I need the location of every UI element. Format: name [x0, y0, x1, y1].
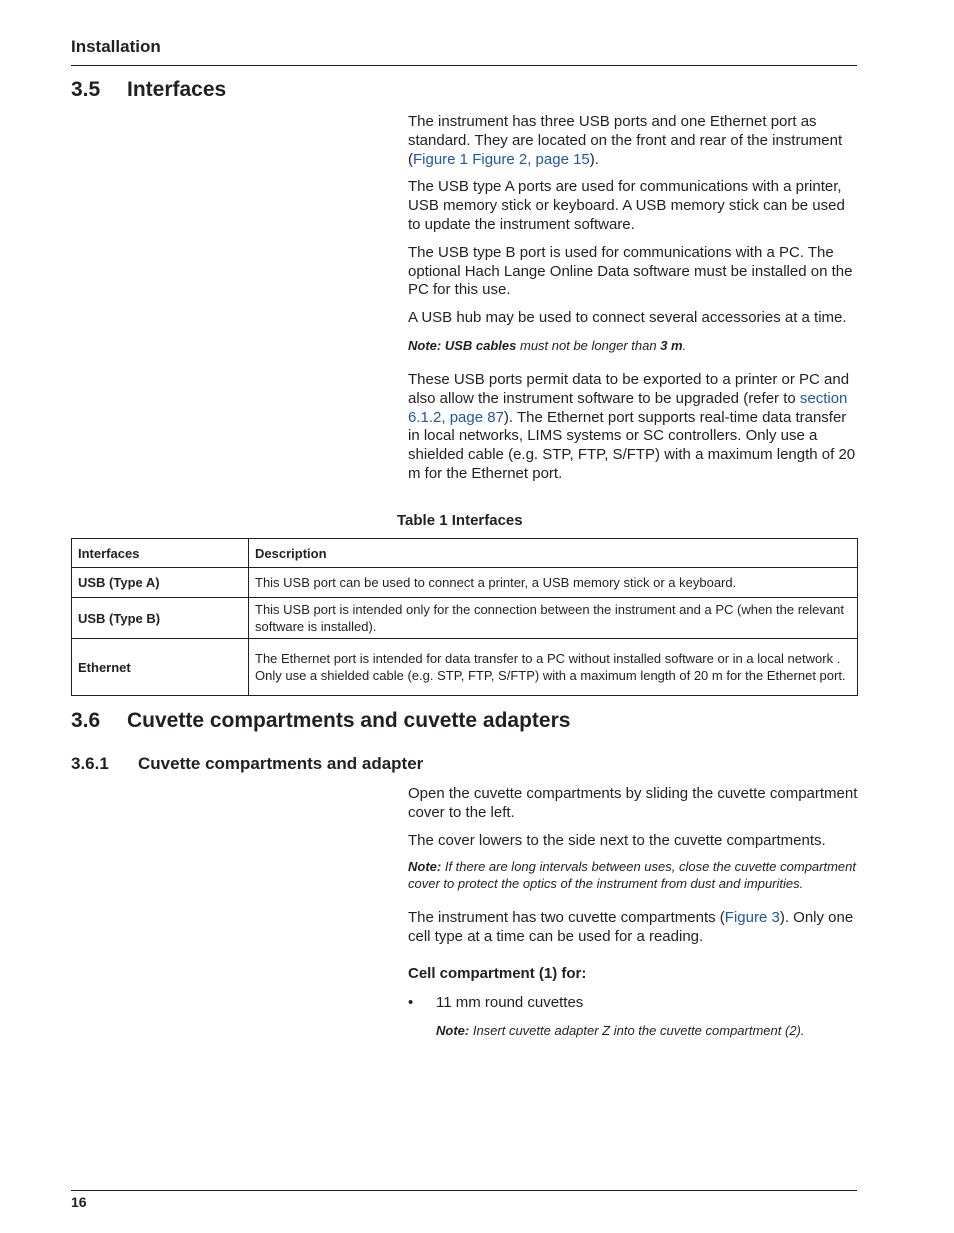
section-number: 3.5: [71, 78, 101, 101]
table-header-row: [72, 539, 858, 568]
column-header-interfaces: Interfaces: [72, 539, 249, 568]
table-row: [72, 568, 858, 598]
paragraph-two-compartments: [408, 909, 858, 947]
figure-link[interactable]: Figure 1 Figure 2, page 15: [413, 150, 590, 168]
note-text: Insert cuvette adapter Z into the cuvette compartment (2).: [469, 1022, 805, 1038]
text: The instrument has two cuvette compartments (: [408, 909, 725, 927]
section-3-5-body: [408, 113, 858, 484]
paragraph-usb-hub: A USB hub may be used to connect several accessories at a time.: [408, 309, 847, 327]
paragraph-open-compartment: Open the cuvette compartments by sliding the cuvette compartment cover to the left.: [408, 785, 858, 821]
figure-link[interactable]: Figure 3: [724, 909, 780, 927]
section-3-6-heading: [71, 709, 570, 733]
header-rule: [71, 65, 857, 66]
note-text: If there are long intervals between uses, close the cuvette compartment cover to protect the optics of the instrument from dust and impurities.: [408, 859, 856, 892]
paragraph-usb-ports: [408, 113, 858, 169]
table-caption: Table 1 Interfaces: [397, 512, 523, 529]
column-header-description: Description: [249, 539, 858, 568]
interface-name: USB (Type A): [72, 568, 249, 598]
section-link[interactable]: section 6.1.2, page 87: [408, 389, 848, 426]
list-item-text: 11 mm round cuvettes: [436, 993, 584, 1011]
section-title: Cuvette compartments and cuvette adapters: [127, 709, 571, 732]
text: ).: [589, 150, 599, 168]
note-value: 3 m: [660, 337, 683, 353]
paragraph-usb-type-a: The USB type A ports are used for communications with a printer, USB memory stick or keyboard. A USB memory stick can be used to update the instrument software.: [408, 178, 845, 233]
paragraph-usb-type-b: The USB type B port is used for communications with a PC. The optional Hach Lange Online Data software must be installed on the PC for this use.: [408, 243, 853, 299]
interface-description: This USB port can be used to connect a printer, a USB memory stick or a keyboard.: [249, 568, 858, 598]
note-adapter: [408, 1022, 858, 1039]
table-row: [72, 598, 858, 639]
interface-description: The Ethernet port is intended for data transfer to a PC without installed software or in a local network . Only use a shielded cable (e.g. STP, FTP, S/FTP) with a maximum length of 20 m for the Ethernet port.: [249, 639, 858, 696]
section-title: Cuvette compartments and adapter: [138, 754, 424, 773]
bullet-icon: •: [408, 993, 414, 1011]
note-text: must not be longer than: [516, 337, 661, 353]
interface-description: This USB port is intended only for the connection between the instrument and a PC (when the relevant software is installed).: [249, 598, 858, 639]
running-head: Installation: [71, 37, 161, 56]
section-number: 3.6: [71, 709, 101, 732]
text: ). The Ethernet port supports real-time data transfer in local networks, LIMS systems or SC controllers. Only use a shielded cable (e.g. STP, FTP, S/FTP) with a maximum length of 20 m for the Ethernet port.: [408, 408, 856, 482]
text: The instrument has three USB ports and one Ethernet port as standard. They are located on the front and rear of the instrument (: [408, 113, 843, 168]
cell-compartment-heading: Cell compartment (1) for:: [408, 964, 587, 982]
section-3-6-1-body: [408, 785, 858, 1039]
text: These USB ports permit data to be exported to a printer or PC and also allow the instrument software to be upgraded (refer to: [408, 370, 850, 407]
paragraph-cover-lowers: The cover lowers to the side next to the cuvette compartments.: [408, 831, 826, 849]
note-end: .: [682, 337, 687, 353]
note-label: Note:: [436, 1022, 470, 1038]
text: ). Only one cell type at a time can be used for a reading.: [408, 909, 854, 946]
section-number: 3.6.1: [71, 754, 109, 773]
interfaces-table: [71, 538, 858, 696]
footer-rule: [71, 1190, 857, 1191]
note-long-intervals: [408, 858, 858, 892]
interface-name: USB (Type B): [72, 598, 249, 639]
table-row: [72, 639, 858, 696]
note-usb-cables: [408, 337, 858, 354]
section-title: Interfaces: [127, 78, 227, 101]
note-label: Note: USB cables: [408, 337, 517, 353]
section-3-6-1-heading: [71, 754, 423, 774]
list-item: [408, 994, 858, 1013]
section-3-5-heading: [71, 78, 226, 102]
page-number: 16: [71, 1194, 87, 1210]
interface-name: Ethernet: [72, 639, 249, 696]
paragraph-ethernet: [408, 371, 858, 484]
note-label: Note:: [408, 859, 442, 875]
